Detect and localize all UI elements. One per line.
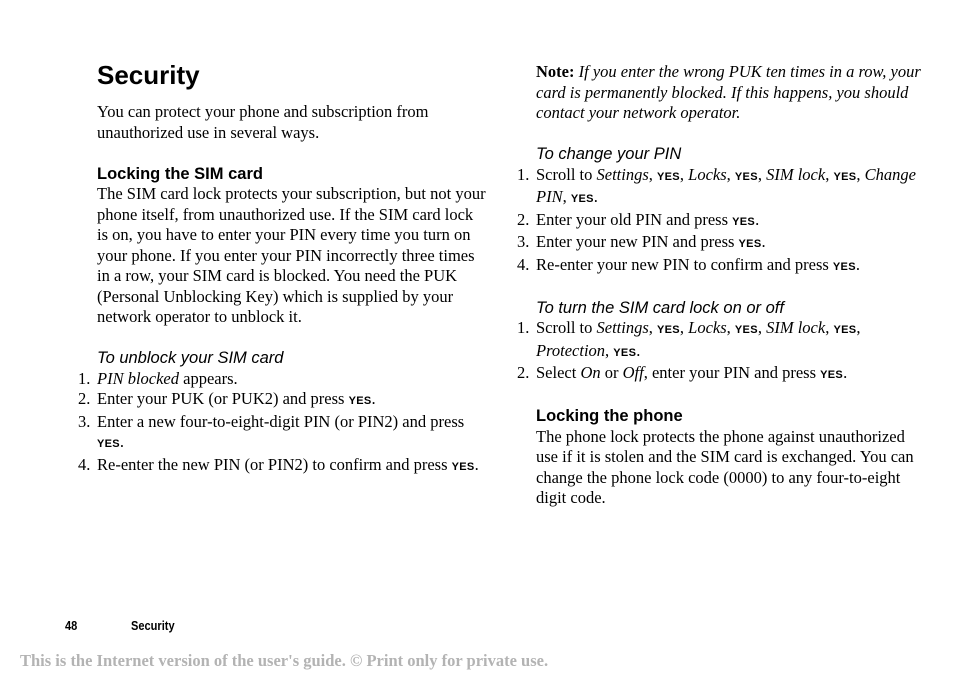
step-text: or bbox=[600, 363, 623, 382]
yes-key: YES bbox=[613, 346, 637, 359]
list-item: 3. Enter your new PIN and press YES. bbox=[517, 232, 766, 251]
unblock-heading: To unblock your SIM card bbox=[97, 349, 284, 367]
sim-lock-heading: Locking the SIM card bbox=[97, 164, 263, 183]
menu-path-protection: Protection bbox=[536, 340, 606, 360]
list-item: 2. Enter your old PIN and press YES. bbox=[517, 209, 760, 229]
yes-key: YES bbox=[833, 324, 857, 336]
menu-path-locks: Locks bbox=[688, 318, 727, 337]
step-number: 2. bbox=[517, 209, 530, 229]
phone-lock-heading: Locking the phone bbox=[536, 407, 683, 425]
step-number: 1. bbox=[517, 164, 530, 184]
yes-key: YES bbox=[348, 395, 372, 407]
yes-key: YES bbox=[833, 170, 857, 183]
list-item: 1. Scroll to Settings, YES, Locks, YES, SIM lock, YES, Protection, YES. bbox=[517, 318, 861, 360]
step-italic: PIN blocked bbox=[97, 368, 180, 388]
step-number: 1. bbox=[78, 368, 91, 388]
yes-key: YES bbox=[570, 193, 594, 205]
menu-path-change-pin: Change PIN bbox=[536, 164, 916, 206]
page-number: 48 bbox=[65, 618, 78, 633]
menu-path-locks: Locks bbox=[688, 164, 727, 184]
list-item: 2. Enter your PUK (or PUK2) and press YES. bbox=[78, 389, 376, 408]
step-number: 3. bbox=[78, 411, 91, 431]
list-item bbox=[78, 368, 487, 390]
yes-key: YES bbox=[97, 438, 120, 450]
note bbox=[536, 62, 928, 124]
left-column bbox=[78, 58, 487, 477]
footer-section-title: Security bbox=[131, 618, 175, 633]
yes-key: YES bbox=[820, 369, 844, 381]
intro-text: You can protect your phone and subscription from unauthorized use in several ways. bbox=[97, 102, 429, 142]
step-text: appears. bbox=[179, 368, 238, 388]
change-pin-steps bbox=[517, 164, 928, 278]
step-text: Scroll to bbox=[536, 164, 597, 184]
step-number: 3. bbox=[517, 232, 530, 251]
phone-lock-body: The phone lock protects the phone against unauthorized use if it is stolen and the SIM card is exchanged. You can change the phone lock code (0000) to any four-to-eight digit code. bbox=[536, 426, 914, 507]
option-on: On bbox=[580, 363, 601, 382]
unblock-steps bbox=[78, 368, 487, 478]
sim-lock-body: The SIM card lock protects your subscription, but not your phone itself, from unauthorized use. If the SIM card lock is on, you have to enter your PIN every time you turn on your phone. If you enter your PIN incorrectly three times in a row, your SIM card is blocked. You need the PUK (Personal Unblocking Key) which is supplied by your network operator to unblock it. bbox=[97, 184, 486, 326]
yes-key: YES bbox=[734, 324, 758, 336]
yes-key: YES bbox=[734, 170, 758, 183]
yes-key: YES bbox=[738, 238, 762, 250]
menu-path-sim-lock: SIM lock bbox=[766, 318, 826, 337]
right-column bbox=[517, 62, 928, 509]
step-number: 2. bbox=[78, 389, 91, 408]
menu-path-settings: Settings bbox=[596, 318, 649, 337]
step-text: Re-enter the new PIN (or PIN2) to confirm and press bbox=[97, 454, 452, 474]
step-text: Re-enter your new PIN to confirm and press bbox=[536, 254, 833, 274]
watermark-text: This is the Internet version of the user's guide. © Print only for private use. bbox=[20, 651, 549, 670]
step-number: 2. bbox=[517, 363, 530, 382]
change-pin-heading: To change your PIN bbox=[536, 145, 682, 163]
list-item: 3. Enter a new four-to-eight-digit PIN (or PIN2) and press YES. bbox=[78, 411, 465, 451]
step-text: , enter your PIN and press bbox=[643, 363, 821, 382]
step-text: Enter your PUK (or PUK2) and press bbox=[97, 389, 349, 408]
step-number: 4. bbox=[78, 454, 91, 474]
step-text: Scroll to bbox=[536, 318, 597, 337]
turn-lock-steps bbox=[517, 318, 928, 386]
step-number: 1. bbox=[517, 318, 530, 337]
yes-key: YES bbox=[657, 324, 680, 336]
yes-key: YES bbox=[732, 215, 756, 228]
page-title: Security bbox=[97, 60, 200, 90]
yes-key: YES bbox=[832, 260, 856, 273]
menu-path-sim-lock: SIM lock bbox=[766, 164, 826, 184]
note-text: If you enter the wrong PUK ten times in a row, your card is permanently blocked. If this happens, you should contact your network operator. bbox=[536, 62, 921, 122]
menu-path-settings: Settings bbox=[596, 164, 649, 184]
step-number: 4. bbox=[517, 254, 530, 274]
list-item: 1. Scroll to Settings, YES, Locks, YES, SIM lock, YES, Change PIN, YES. bbox=[517, 164, 916, 206]
yes-key: YES bbox=[451, 460, 475, 473]
step-text: Enter a new four-to-eight-digit PIN (or PIN2) and press bbox=[97, 411, 465, 431]
turn-lock-heading: To turn the SIM card lock on or off bbox=[536, 298, 784, 317]
step-text: Enter your new PIN and press bbox=[536, 232, 739, 251]
note-label: Note: bbox=[536, 62, 575, 81]
step-text: Enter your old PIN and press bbox=[536, 209, 733, 229]
yes-key: YES bbox=[657, 170, 680, 183]
option-off: Off bbox=[622, 363, 644, 382]
list-item: 4. Re-enter your new PIN to confirm and press YES. bbox=[517, 254, 860, 274]
list-item: 2. Select On or Off, enter your PIN and press YES. bbox=[517, 363, 848, 382]
list-item: 4. Re-enter the new PIN (or PIN2) to confirm and press YES. bbox=[78, 454, 479, 474]
step-text: Select bbox=[536, 363, 581, 382]
